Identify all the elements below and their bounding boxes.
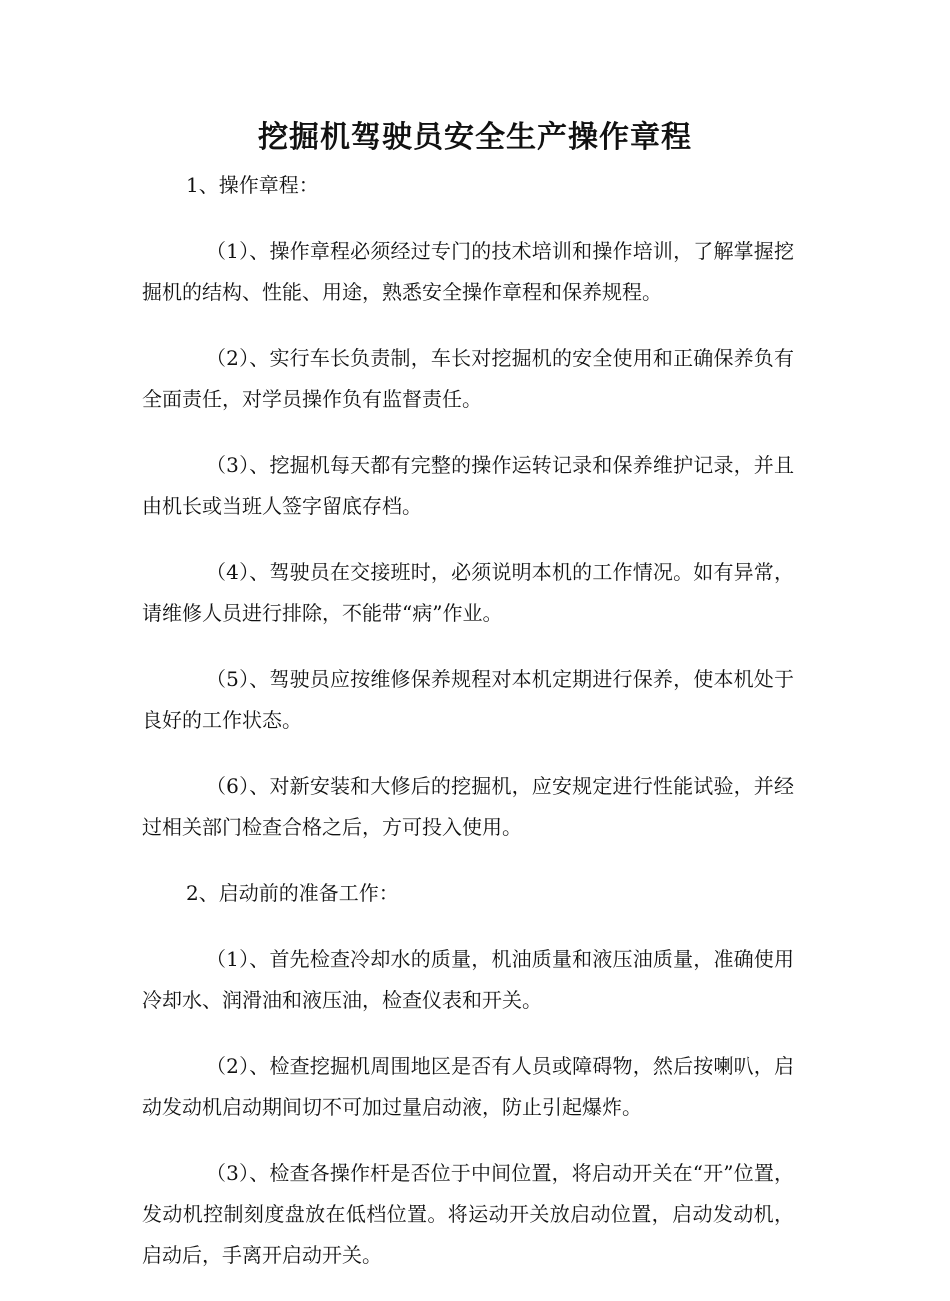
section-heading: 2、启动前的准备工作： bbox=[186, 881, 399, 905]
paragraph: （6）、对新安装和大修后的挖掘机，应安规定进行性能试验，并经过相关部门检查合格之后，方可投入使用。 bbox=[142, 774, 794, 839]
paragraph: （3）、检查各操作杆是否位于中间位置，将启动开关在“开”位置，发动机控制刻度盘放在低档位置。将运动开关放启动位置，启动发动机，启动后，手离开启动开关。 bbox=[142, 1161, 794, 1267]
paragraph: （2）、实行车长负责制，车长对挖掘机的安全使用和正确保养负有全面责任，对学员操作负有监督责任。 bbox=[142, 346, 794, 411]
paragraph: （4）、驾驶员在交接班时，必须说明本机的工作情况。如有异常，请维修人员进行排除，不能带“病”作业。 bbox=[142, 560, 794, 625]
paragraph: （2）、检查挖掘机周围地区是否有人员或障碍物，然后按喇叭，启动发动机启动期间切不可加过量启动液，防止引起爆炸。 bbox=[142, 1054, 794, 1119]
paragraph: （3）、挖掘机每天都有完整的操作运转记录和保养维护记录，并且由机长或当班人签字留底存档。 bbox=[142, 453, 794, 518]
paragraph: （5）、驾驶员应按维修保养规程对本机定期进行保养，使本机处于良好的工作状态。 bbox=[142, 667, 794, 732]
paragraph: （1）、首先检查冷却水的质量，机油质量和液压油质量，准确使用冷却水、润滑油和液压油，检查仪表和开关。 bbox=[142, 947, 794, 1012]
section-preparation bbox=[142, 873, 794, 1276]
section-operating-rules bbox=[142, 165, 794, 848]
paragraph: （1）、操作章程必须经过专门的技术培训和操作培训，了解掌握挖掘机的结构、性能、用途，熟悉安全操作章程和保养规程。 bbox=[142, 239, 794, 304]
section-heading: 1、操作章程： bbox=[186, 173, 319, 197]
document-body bbox=[142, 165, 794, 1301]
document-title: 挖掘机驾驶员安全生产操作章程 bbox=[258, 120, 692, 155]
